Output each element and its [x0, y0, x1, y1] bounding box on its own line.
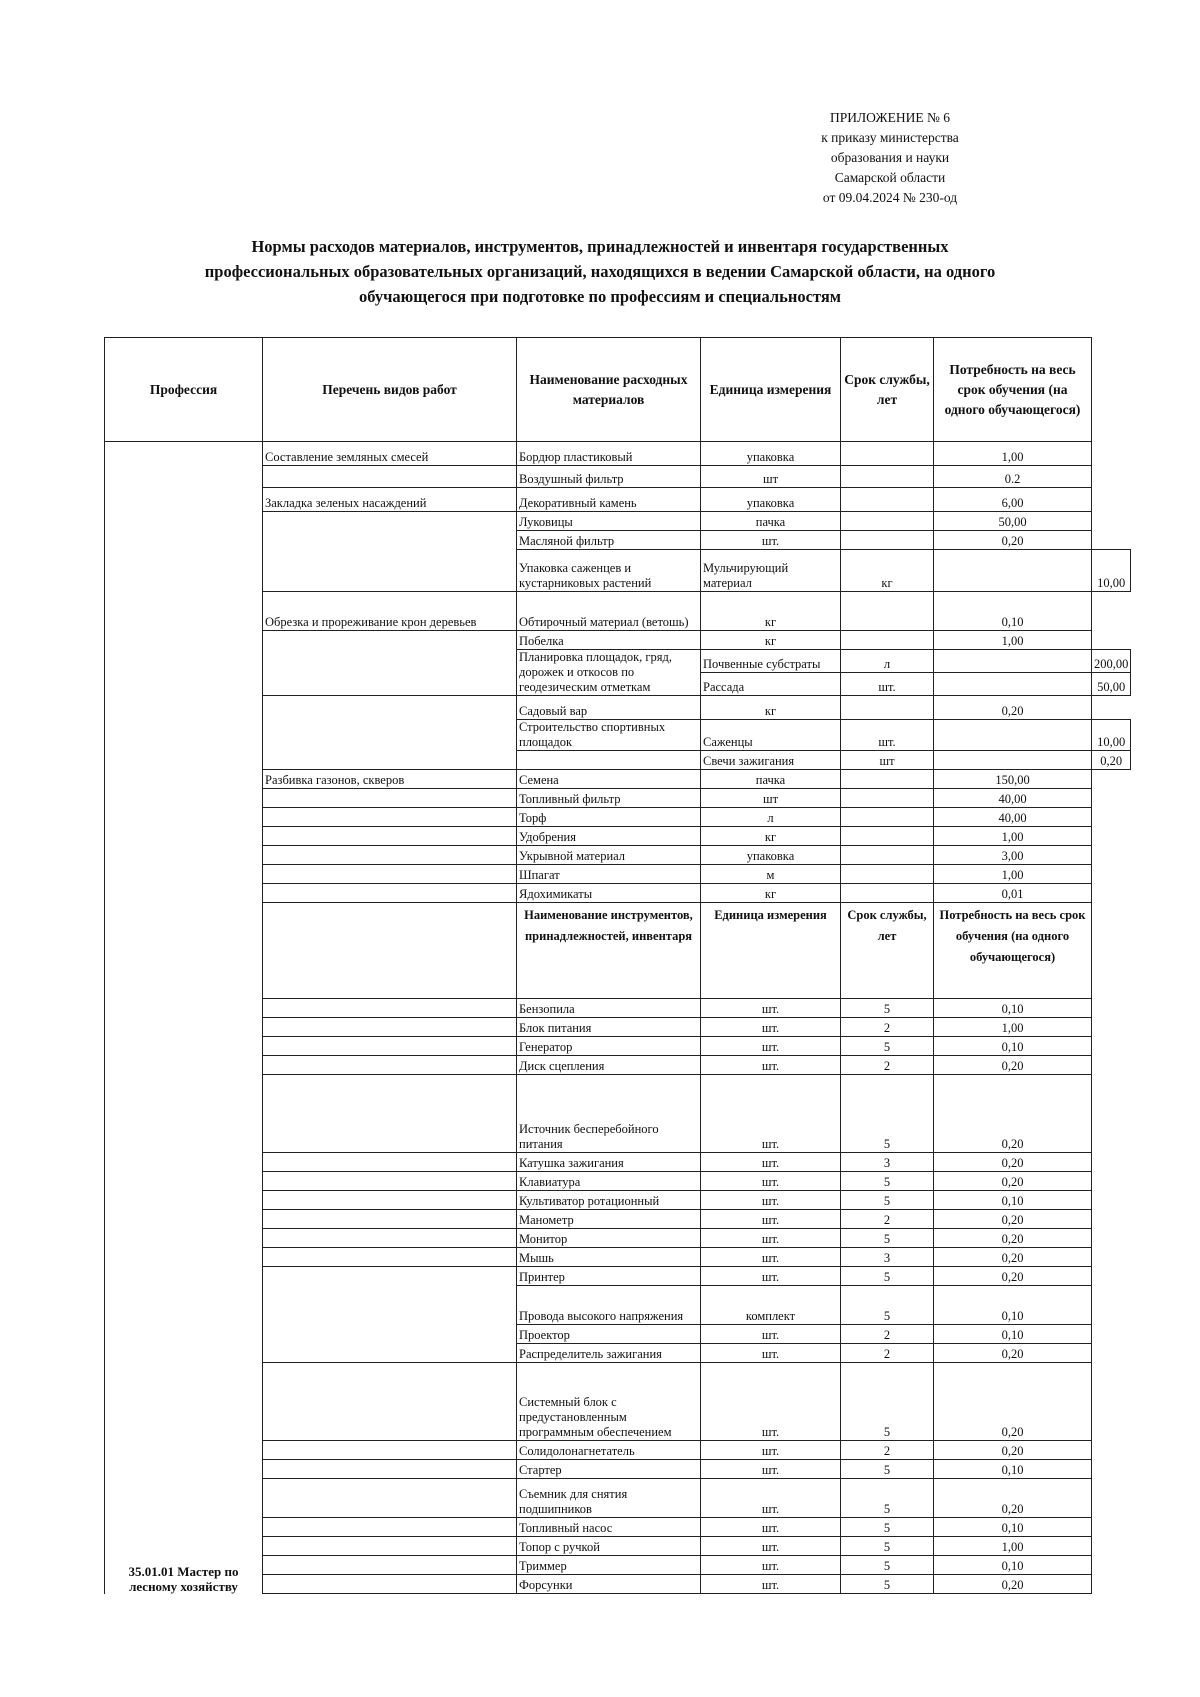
material-life [841, 531, 934, 550]
tool-life: 5 [841, 1460, 934, 1479]
material-name: Мульчирующий материал [701, 550, 841, 592]
work-type-empty-cell [263, 789, 517, 808]
tool-life: 5 [841, 1267, 934, 1286]
tool-life: 5 [841, 1363, 934, 1441]
material-need: 0,20 [934, 696, 1092, 720]
tool-unit: шт. [701, 1056, 841, 1075]
material-unit: шт [841, 751, 934, 770]
annex-region: Самарской области [834, 170, 946, 185]
tool-life: 3 [841, 1248, 934, 1267]
tool-life: 5 [841, 1286, 934, 1325]
tool-need: 0,20 [934, 1210, 1092, 1229]
table-header-row [105, 338, 1131, 442]
work-type-empty-cell [263, 884, 517, 903]
material-life [841, 442, 934, 466]
material-unit: кг [701, 631, 841, 650]
material-unit: пачка [701, 770, 841, 789]
work-type-empty-cell [263, 512, 517, 592]
material-unit: упаковка [701, 488, 841, 512]
tool-need: 1,00 [934, 1018, 1092, 1037]
tool-name: Топливный насос [517, 1518, 701, 1537]
tools-header-life: Срок службы, лет [841, 903, 934, 999]
work-type-empty-cell [517, 751, 701, 770]
tool-life: 2 [841, 1056, 934, 1075]
work-type-cell: Разбивка газонов, скверов [263, 770, 517, 789]
material-name: Ядохимикаты [517, 884, 701, 903]
material-name: Почвенные субстраты [701, 650, 841, 673]
tool-need: 0,20 [934, 1172, 1092, 1191]
work-type-cell: Планировка площадок, гряд, дорожек и откосов по геодезическим отметкам [517, 650, 701, 696]
material-unit: м [701, 865, 841, 884]
tool-need: 0,20 [934, 1575, 1092, 1594]
table-body [105, 442, 1131, 1594]
material-life [841, 488, 934, 512]
tool-unit: шт. [701, 1518, 841, 1537]
tool-name: Бензопила [517, 999, 701, 1018]
work-type-empty-cell [263, 1363, 517, 1441]
material-name: Свечи зажигания [701, 751, 841, 770]
material-need: 0,01 [934, 884, 1092, 903]
material-unit: упаковка [701, 846, 841, 865]
tool-unit: шт. [701, 1172, 841, 1191]
tool-unit: шт. [701, 1018, 841, 1037]
tool-life: 2 [841, 1018, 934, 1037]
material-name: Декоративный камень [517, 488, 701, 512]
work-type-empty-cell [263, 1556, 517, 1575]
tool-need: 0,10 [934, 1191, 1092, 1210]
tool-unit: шт. [701, 1037, 841, 1056]
material-unit: кг [841, 550, 934, 592]
material-life [934, 751, 1092, 770]
material-life [841, 592, 934, 631]
tool-life: 5 [841, 1075, 934, 1153]
material-name: Воздушный фильтр [517, 466, 701, 488]
tool-unit: шт. [701, 1153, 841, 1172]
work-type-cell: Строительство спортивных площадок [517, 720, 701, 751]
tool-need: 0,20 [934, 1229, 1092, 1248]
material-need: 10,00 [1092, 720, 1131, 751]
material-need: 40,00 [934, 789, 1092, 808]
tool-need: 0,10 [934, 1037, 1092, 1056]
header-works: Перечень видов работ [263, 338, 517, 442]
tool-life: 5 [841, 1037, 934, 1056]
tool-life: 5 [841, 1575, 934, 1594]
material-need: 0.2 [934, 466, 1092, 488]
work-type-empty-cell [263, 846, 517, 865]
tool-life: 2 [841, 1344, 934, 1363]
tool-name: Проектор [517, 1325, 701, 1344]
tool-name: Провода высокого напряжения [517, 1286, 701, 1325]
work-type-empty-cell [263, 808, 517, 827]
tool-unit: шт. [701, 999, 841, 1018]
material-name: Побелка [517, 631, 701, 650]
material-need: 1,00 [934, 865, 1092, 884]
tool-need: 0,20 [934, 1075, 1092, 1153]
material-unit: л [841, 650, 934, 673]
tool-life: 5 [841, 1537, 934, 1556]
material-unit: пачка [701, 512, 841, 531]
work-type-empty-cell [263, 466, 517, 488]
tool-unit: шт. [701, 1575, 841, 1594]
tool-name: Монитор [517, 1229, 701, 1248]
material-life [934, 673, 1092, 696]
material-name: Рассада [701, 673, 841, 696]
work-type-empty-cell [263, 1575, 517, 1594]
material-need: 40,00 [934, 808, 1092, 827]
material-unit: кг [701, 884, 841, 903]
tool-life: 5 [841, 1229, 934, 1248]
tool-name: Манометр [517, 1210, 701, 1229]
tool-unit: шт. [701, 1537, 841, 1556]
header-unit: Единица измерения [701, 338, 841, 442]
work-type-empty-cell [263, 1479, 517, 1518]
material-life [841, 865, 934, 884]
tool-name: Источник бесперебойного питания [517, 1075, 701, 1153]
tool-need: 0,10 [934, 1325, 1092, 1344]
annex-block [780, 108, 1000, 208]
tool-name: Топор с ручкой [517, 1537, 701, 1556]
material-need: 0,20 [934, 531, 1092, 550]
material-life [934, 550, 1092, 592]
title-line-1: Нормы расходов материалов, инструментов, принадлежностей и инвентаря государственных [251, 237, 949, 256]
tool-name: Диск сцепления [517, 1056, 701, 1075]
tool-name: Генератор [517, 1037, 701, 1056]
tool-life: 5 [841, 1191, 934, 1210]
material-name: Укрывной материал [517, 846, 701, 865]
material-life [841, 846, 934, 865]
tool-name: Блок питания [517, 1018, 701, 1037]
material-unit: шт. [701, 531, 841, 550]
annex-number: ПРИЛОЖЕНИЕ № 6 [829, 110, 951, 125]
material-name: Бордюр пластиковый [517, 442, 701, 466]
tool-name: Системный блок с предустановленным программным обеспечением [517, 1363, 701, 1441]
work-type-empty-cell [263, 1441, 517, 1460]
tool-unit: шт. [701, 1344, 841, 1363]
tool-unit: шт. [701, 1075, 841, 1153]
material-life [841, 512, 934, 531]
tool-unit: шт. [701, 1479, 841, 1518]
material-name: Обтирочный материал (ветошь) [517, 592, 701, 631]
work-type-cell: Составление земляных смесей [263, 442, 517, 466]
tool-need: 0,20 [934, 1267, 1092, 1286]
work-type-empty-cell [263, 1075, 517, 1153]
material-unit: упаковка [701, 442, 841, 466]
tool-life: 2 [841, 1210, 934, 1229]
material-name: Масляной фильтр [517, 531, 701, 550]
tool-need: 0,20 [934, 1248, 1092, 1267]
material-name: Топливный фильтр [517, 789, 701, 808]
header-need: Потребность на весь срок обучения (на одного обучающегося) [934, 338, 1092, 442]
tool-unit: комплект [701, 1286, 841, 1325]
work-type-cell: Обрезка и прореживание крон деревьев [263, 592, 517, 631]
tool-unit: шт. [701, 1460, 841, 1479]
tool-name: Культиватор ротационный [517, 1191, 701, 1210]
tools-header-name: Наименование инструментов, принадлежностей, инвентаря [517, 903, 701, 999]
work-type-empty-cell [263, 1056, 517, 1075]
material-need: 200,00 [1092, 650, 1131, 673]
material-need: 1,00 [934, 827, 1092, 846]
material-unit: кг [701, 592, 841, 631]
tool-unit: шт. [701, 1248, 841, 1267]
header-materials: Наименование расходных материалов [517, 338, 701, 442]
tool-unit: шт. [701, 1191, 841, 1210]
material-need: 50,00 [1092, 673, 1131, 696]
material-unit: кг [701, 696, 841, 720]
tool-need: 0,10 [934, 1518, 1092, 1537]
material-life [841, 789, 934, 808]
tool-unit: шт. [701, 1229, 841, 1248]
tool-life: 5 [841, 1172, 934, 1191]
title-line-3: обучающегося при подготовке по профессиям и специальностям [359, 287, 841, 306]
tool-unit: шт. [701, 1441, 841, 1460]
tools-header-need: Потребность на весь срок обучения (на одного обучающегося) [934, 903, 1092, 999]
tool-life: 5 [841, 1479, 934, 1518]
work-type-empty-cell [263, 1248, 517, 1267]
material-life [934, 650, 1092, 673]
tool-unit: шт. [701, 1363, 841, 1441]
tool-need: 0,20 [934, 1479, 1092, 1518]
material-life [841, 631, 934, 650]
work-type-empty-cell [263, 1018, 517, 1037]
material-unit: л [701, 808, 841, 827]
work-type-empty-cell [263, 1210, 517, 1229]
work-type-empty-cell [263, 903, 517, 999]
tool-need: 0,10 [934, 1286, 1092, 1325]
material-name: Удобрения [517, 827, 701, 846]
material-need: 0,20 [1092, 751, 1131, 770]
material-name: Торф [517, 808, 701, 827]
material-need: 150,00 [934, 770, 1092, 789]
material-life [841, 827, 934, 846]
tool-need: 0,20 [934, 1441, 1092, 1460]
tool-need: 0,10 [934, 1460, 1092, 1479]
material-need: 1,00 [934, 442, 1092, 466]
tool-name: Солидолонагнетатель [517, 1441, 701, 1460]
material-life [841, 696, 934, 720]
tool-life: 5 [841, 1518, 934, 1537]
material-life [841, 466, 934, 488]
material-name: Саженцы [701, 720, 841, 751]
material-need: 0,10 [934, 592, 1092, 631]
material-life [841, 770, 934, 789]
tool-name: Клавиатура [517, 1172, 701, 1191]
tool-life: 2 [841, 1325, 934, 1344]
work-type-empty-cell [263, 1037, 517, 1056]
document-title [130, 234, 1070, 309]
tools-header-unit: Единица измерения [701, 903, 841, 999]
material-unit: шт. [841, 720, 934, 751]
norms-table [104, 337, 1131, 1594]
material-life [841, 808, 934, 827]
material-unit: шт [701, 466, 841, 488]
tool-name: Катушка зажигания [517, 1153, 701, 1172]
header-profession: Профессия [105, 338, 263, 442]
tool-name: Форсунки [517, 1575, 701, 1594]
annex-ministry: образования и науки [830, 150, 950, 165]
material-name: Садовый вар [517, 696, 701, 720]
tool-unit: шт. [701, 1267, 841, 1286]
header-life: Срок службы, лет [841, 338, 934, 442]
tool-need: 0,20 [934, 1153, 1092, 1172]
material-life [934, 720, 1092, 751]
tool-name: Распределитель зажигания [517, 1344, 701, 1363]
material-name: Шпагат [517, 865, 701, 884]
work-type-empty-cell [263, 631, 517, 696]
tool-name: Стартер [517, 1460, 701, 1479]
tool-life: 5 [841, 1556, 934, 1575]
material-need: 10,00 [1092, 550, 1131, 592]
work-type-empty-cell [263, 1153, 517, 1172]
tool-unit: шт. [701, 1556, 841, 1575]
tool-need: 0,10 [934, 999, 1092, 1018]
work-type-empty-cell [263, 865, 517, 884]
work-type-empty-cell [263, 696, 517, 770]
work-type-empty-cell [263, 1229, 517, 1248]
tool-name: Триммер [517, 1556, 701, 1575]
work-type-empty-cell [263, 1460, 517, 1479]
work-type-cell: Закладка зеленых насаждений [263, 488, 517, 512]
tool-need: 0,20 [934, 1344, 1092, 1363]
material-name: Луковицы [517, 512, 701, 531]
tool-unit: шт. [701, 1325, 841, 1344]
material-unit: кг [701, 827, 841, 846]
material-need: 1,00 [934, 631, 1092, 650]
title-line-2: профессиональных образовательных организаций, находящихся в ведении Самарской области, на одного [204, 262, 996, 281]
tool-life: 5 [841, 999, 934, 1018]
work-type-cell: Упаковка саженцев и кустарниковых растений [517, 550, 701, 592]
tool-need: 0,10 [934, 1556, 1092, 1575]
annex-order-ref: к приказу министерства [821, 130, 959, 145]
work-type-empty-cell [263, 1172, 517, 1191]
material-life [841, 884, 934, 903]
work-type-empty-cell [263, 999, 517, 1018]
work-type-empty-cell [263, 1267, 517, 1363]
work-type-empty-cell [263, 827, 517, 846]
tool-need: 0,20 [934, 1056, 1092, 1075]
work-type-empty-cell [263, 1537, 517, 1556]
material-need: 50,00 [934, 512, 1092, 531]
material-name: Семена [517, 770, 701, 789]
tool-life: 2 [841, 1441, 934, 1460]
material-need: 3,00 [934, 846, 1092, 865]
tool-name: Мышь [517, 1248, 701, 1267]
tool-need: 1,00 [934, 1537, 1092, 1556]
work-type-empty-cell [263, 1518, 517, 1537]
tool-unit: шт. [701, 1210, 841, 1229]
tool-life: 3 [841, 1153, 934, 1172]
annex-date: от 09.04.2024 № 230-од [822, 190, 958, 205]
work-type-empty-cell [263, 1191, 517, 1210]
material-unit: шт. [841, 673, 934, 696]
profession-cell: 35.01.01 Мастер по лесному хозяйству [105, 442, 263, 1594]
tool-name: Съемник для снятия подшипников [517, 1479, 701, 1518]
material-unit: шт [701, 789, 841, 808]
tool-name: Принтер [517, 1267, 701, 1286]
tool-need: 0,20 [934, 1363, 1092, 1441]
table-row [105, 442, 1131, 466]
material-need: 6,00 [934, 488, 1092, 512]
